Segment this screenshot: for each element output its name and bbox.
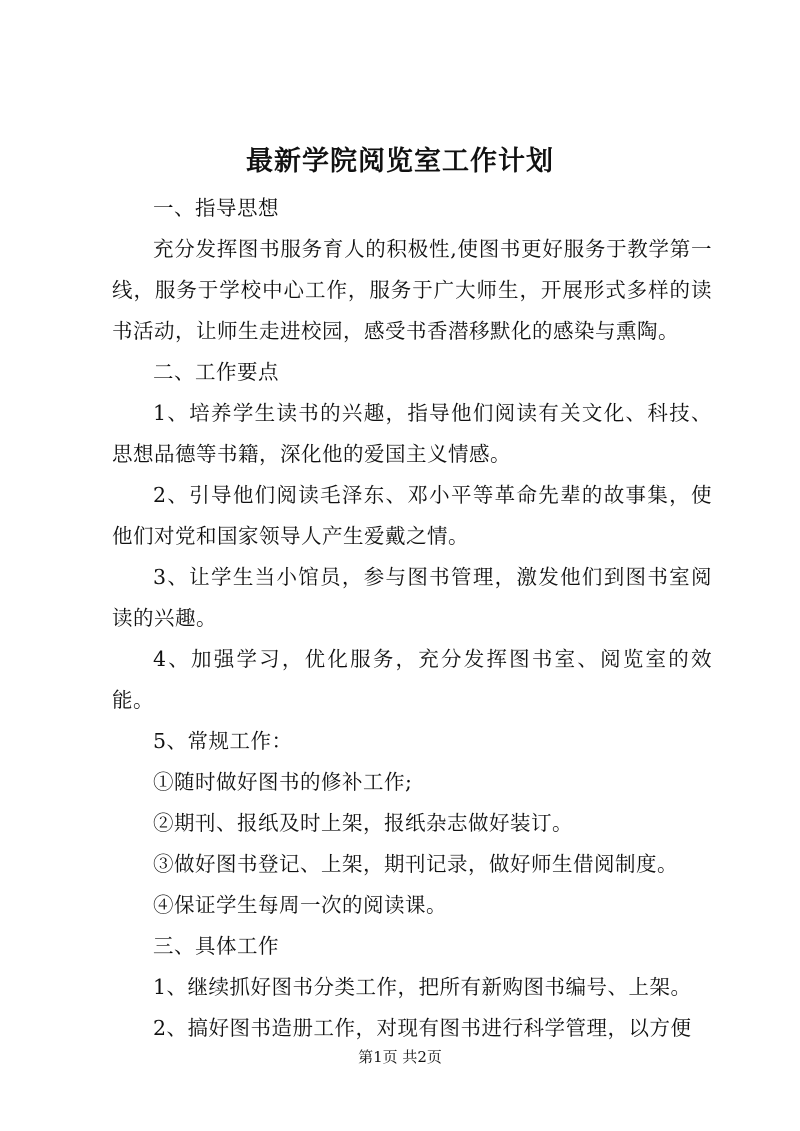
paragraph: 4、加强学习，优化服务，充分发挥图书室、阅览室的效能。 [112, 647, 712, 712]
paragraph: 3、让学生当小馆员，参与图书管理，激发他们到图书室阅读的兴趣。 [112, 565, 712, 630]
page-number-footer: 第1页 共2页 [358, 1048, 442, 1066]
document-body [112, 188, 712, 1049]
list-item: ②期刊、报纸及时上架，报纸杂志做好装订。 [153, 811, 573, 835]
list-item: ①随时做好图书的修补工作; [153, 770, 413, 794]
paragraph: 5、常规工作： [153, 729, 293, 753]
paragraph: 2、搞好图书造册工作，对现有图书进行科学管理，以方便 [153, 1016, 692, 1040]
paragraph: 充分发挥图书服务育人的积极性,使图书更好服务于教学第一线，服务于学校中心工作，服务于广大师生，开展形式多样的读书活动，让师生走进校园，感受书香潜移默化的感染与熏陶。 [112, 237, 712, 343]
paragraph: 1、继续抓好图书分类工作，把所有新购图书编号、上架。 [153, 975, 692, 999]
paragraph: 1、培养学生读书的兴趣，指导他们阅读有关文化、科技、思想品德等书籍，深化他的爱国主义情感。 [112, 401, 712, 466]
section-heading-work-points: 二、工作要点 [153, 360, 279, 384]
section-heading-specific-work: 三、具体工作 [153, 934, 279, 958]
document-title: 最新学院阅览室工作计划 [246, 146, 554, 177]
list-item: ④保证学生每周一次的阅读课。 [153, 893, 447, 917]
paragraph: 2、引导他们阅读毛泽东、邓小平等革命先辈的故事集，使他们对党和国家领导人产生爱戴之情。 [112, 483, 712, 548]
section-heading-guiding-ideology: 一、指导思想 [153, 196, 279, 220]
list-item: ③做好图书登记、上架，期刊记录，做好师生借阅制度。 [153, 852, 678, 876]
